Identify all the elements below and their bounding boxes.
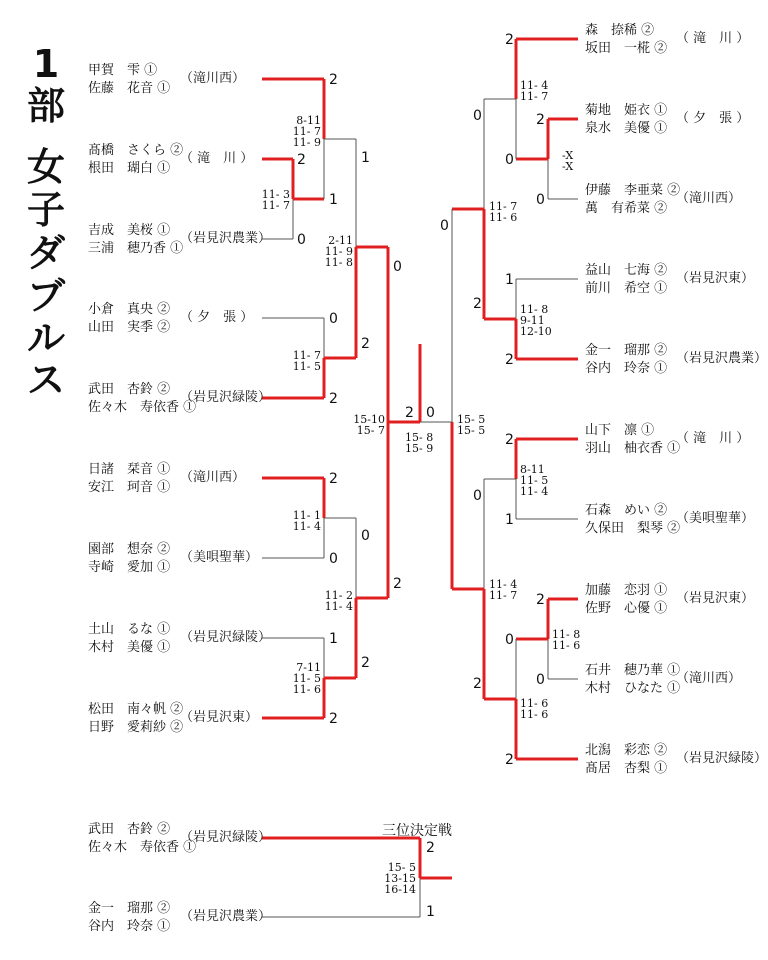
set-score: 16-14 bbox=[384, 883, 416, 896]
player-name: 益山 七海 ② bbox=[585, 263, 668, 278]
set-score: 11- 6 bbox=[292, 683, 321, 696]
set-score: 15- 7 bbox=[356, 424, 385, 437]
match-result: 0 bbox=[440, 218, 449, 234]
match-result: 1 bbox=[329, 192, 338, 208]
title-char: 子 bbox=[26, 188, 65, 232]
player-name: 前川 希空 ① bbox=[585, 281, 668, 296]
title-char: ス bbox=[26, 358, 65, 402]
set-score: -X bbox=[562, 149, 574, 162]
set-score: 15- 8 bbox=[405, 431, 434, 444]
player-name: 甲賀 雫 ① bbox=[88, 63, 158, 78]
set-score: 11- 7 bbox=[520, 90, 549, 103]
match-result: 2 bbox=[361, 655, 370, 671]
match-result: 0 bbox=[329, 311, 338, 327]
player-name: 伊藤 李亜菜 ② bbox=[585, 183, 681, 198]
player-name: 菊地 姫衣 ① bbox=[585, 103, 668, 118]
player-name: 根田 瑚白 ① bbox=[88, 161, 171, 176]
school-name: （岩見沢農業） bbox=[180, 231, 272, 246]
set-score: 11- 1 bbox=[292, 509, 321, 522]
match-result: 1 bbox=[505, 272, 514, 288]
player-name: 武田 杏鈴 ② bbox=[88, 382, 171, 397]
player-name: 羽山 柚衣香 ① bbox=[585, 441, 681, 456]
match-result: 2 bbox=[505, 352, 514, 368]
school-name: （滝川西） bbox=[180, 71, 246, 86]
set-score: 12-10 bbox=[520, 325, 552, 338]
set-score: 8-11 bbox=[296, 114, 321, 127]
match-result: 0 bbox=[536, 672, 545, 688]
match-result: 2 bbox=[505, 432, 514, 448]
player-name: 佐野 心優 ① bbox=[585, 601, 668, 616]
set-score: 11- 7 bbox=[489, 200, 518, 213]
set-score: 8-11 bbox=[520, 463, 545, 476]
player-name: 松田 南々帆 ② bbox=[88, 702, 184, 717]
match-result: 2 bbox=[297, 152, 306, 168]
set-score: 11- 8 bbox=[520, 303, 549, 316]
match-result: 0 bbox=[426, 405, 435, 421]
player-name: 髙居 杏梨 ① bbox=[585, 761, 668, 776]
player-name: 谷内 玲奈 ① bbox=[585, 361, 668, 376]
set-score: 11- 4 bbox=[489, 578, 518, 591]
set-score: 11- 6 bbox=[489, 211, 518, 224]
school-name: （ 夕 張 ） bbox=[180, 310, 254, 325]
school-name: （ 滝 川 ） bbox=[676, 431, 750, 446]
set-score: 15- 5 bbox=[457, 424, 486, 437]
set-score: 11- 7 bbox=[489, 589, 518, 602]
player-name: 石森 めい ② bbox=[585, 503, 668, 518]
school-name: （美唄聖華） bbox=[676, 511, 755, 526]
school-name: （岩見沢農業） bbox=[180, 909, 272, 924]
set-score: 11- 2 bbox=[324, 589, 353, 602]
set-score: 11- 5 bbox=[292, 360, 321, 373]
school-name: （岩見沢緑陵） bbox=[676, 751, 768, 766]
match-result: 2 bbox=[505, 752, 514, 768]
match-result: 2 bbox=[536, 592, 545, 608]
school-name: （岩見沢緑陵） bbox=[180, 830, 272, 845]
set-score: 11- 5 bbox=[292, 672, 321, 685]
player-name: 吉成 美桜 ① bbox=[88, 223, 171, 238]
set-score: 15- 5 bbox=[387, 861, 416, 874]
player-name: 森 捺稀 ② bbox=[585, 23, 655, 38]
player-name: 木村 ひなた ① bbox=[585, 681, 681, 696]
set-score: 11- 4 bbox=[324, 600, 353, 613]
set-score: 15- 5 bbox=[457, 413, 486, 426]
match-result: 0 bbox=[536, 192, 545, 208]
match-result: 2 bbox=[473, 296, 482, 312]
player-name: 山下 凛 ① bbox=[585, 423, 655, 438]
player-name: 谷内 玲奈 ① bbox=[88, 919, 171, 934]
school-name: （美唄聖華） bbox=[180, 550, 259, 565]
set-score: -X bbox=[562, 160, 574, 173]
player-name: 小倉 真央 ② bbox=[88, 302, 171, 317]
player-name: 園部 想奈 ② bbox=[88, 542, 171, 557]
school-name: （岩見沢東） bbox=[180, 710, 259, 725]
match-result: 0 bbox=[473, 108, 482, 124]
third-place-title: 三位決定戦 bbox=[382, 823, 452, 839]
match-result: 2 bbox=[361, 336, 370, 352]
school-name: （滝川西） bbox=[676, 671, 742, 686]
school-name: （岩見沢緑陵） bbox=[180, 630, 272, 645]
match-result: 2 bbox=[393, 576, 402, 592]
title-char: 女 bbox=[26, 145, 65, 189]
set-score: 11- 4 bbox=[292, 520, 321, 533]
set-score: 11- 8 bbox=[324, 256, 353, 269]
set-score: 11- 8 bbox=[552, 628, 581, 641]
set-score: 15- 9 bbox=[405, 442, 434, 455]
set-score: 11- 9 bbox=[324, 245, 353, 258]
match-result: 0 bbox=[393, 259, 402, 275]
match-result: 1 bbox=[361, 150, 370, 166]
set-score: 11- 6 bbox=[520, 697, 549, 710]
set-score: 7-11 bbox=[296, 661, 321, 674]
player-name: 佐々木 寿依香 ① bbox=[88, 840, 197, 855]
player-name: 寺崎 愛加 ① bbox=[88, 560, 171, 575]
title-char: ダ bbox=[26, 231, 65, 275]
school-name: （ 滝 川 ） bbox=[676, 31, 750, 46]
match-result: 2 bbox=[536, 112, 545, 128]
player-name: 金一 瑠那 ② bbox=[88, 901, 171, 916]
school-name: （ 滝 川 ） bbox=[180, 151, 254, 166]
match-result: 0 bbox=[361, 528, 370, 544]
player-name: 石井 穂乃華 ① bbox=[585, 663, 681, 678]
player-name: 金一 瑠那 ② bbox=[585, 343, 668, 358]
match-result: 0 bbox=[505, 632, 514, 648]
set-score: 11- 6 bbox=[552, 639, 581, 652]
set-score: 11- 6 bbox=[520, 708, 549, 721]
match-result: 2 bbox=[329, 72, 338, 88]
set-score: 11- 3 bbox=[261, 188, 290, 201]
player-name: 安江 珂音 ① bbox=[88, 480, 171, 495]
match-result: 1 bbox=[426, 904, 435, 920]
set-score: 13-15 bbox=[384, 872, 416, 885]
player-name: 山田 実季 ② bbox=[88, 320, 171, 335]
player-name: 久保田 梨琴 ② bbox=[585, 521, 681, 536]
school-name: （ 夕 張 ） bbox=[676, 111, 750, 126]
match-result: 2 bbox=[426, 840, 435, 856]
player-name: 坂田 一椛 ② bbox=[585, 41, 668, 56]
match-result: 0 bbox=[473, 488, 482, 504]
set-score: 11- 4 bbox=[520, 79, 549, 92]
title-char: 1 bbox=[32, 42, 60, 86]
player-name: 武田 杏鈴 ② bbox=[88, 822, 171, 837]
school-name: （滝川西） bbox=[180, 470, 246, 485]
match-result: 2 bbox=[505, 32, 514, 48]
set-score: 2-11 bbox=[328, 234, 353, 247]
player-name: 佐々木 寿依香 ① bbox=[88, 400, 197, 415]
player-name: 日野 愛莉紗 ② bbox=[88, 720, 184, 735]
set-score: 11- 7 bbox=[292, 125, 321, 138]
school-name: （岩見沢東） bbox=[676, 591, 755, 606]
match-result: 0 bbox=[329, 551, 338, 567]
title-char: 部 bbox=[26, 84, 65, 128]
set-score: 11- 5 bbox=[520, 474, 549, 487]
school-name: （滝川西） bbox=[676, 191, 742, 206]
match-result: 1 bbox=[329, 631, 338, 647]
set-score: 11- 7 bbox=[261, 199, 290, 212]
set-score: 11- 7 bbox=[292, 349, 321, 362]
match-result: 1 bbox=[505, 512, 514, 528]
set-score: 11- 4 bbox=[520, 485, 549, 498]
title-char: ブ bbox=[26, 274, 65, 318]
set-score: 11- 9 bbox=[292, 136, 321, 149]
match-result: 2 bbox=[473, 676, 482, 692]
school-name: （岩見沢緑陵） bbox=[180, 390, 272, 405]
player-name: 日諸 栞音 ① bbox=[88, 462, 171, 477]
school-name: （岩見沢農業） bbox=[676, 351, 768, 366]
player-name: 加藤 恋羽 ① bbox=[585, 583, 668, 598]
set-score: 9-11 bbox=[520, 314, 545, 327]
match-result: 2 bbox=[329, 471, 338, 487]
player-name: 佐藤 花音 ① bbox=[88, 81, 171, 96]
player-name: 木村 美優 ① bbox=[88, 640, 171, 655]
match-result: 2 bbox=[329, 711, 338, 727]
player-name: 北潟 彩恋 ② bbox=[585, 743, 668, 758]
player-name: 土山 るな ① bbox=[88, 622, 171, 637]
player-name: 三浦 穂乃香 ① bbox=[88, 241, 184, 256]
title-char: ル bbox=[26, 316, 65, 360]
match-result: 0 bbox=[505, 152, 514, 168]
player-name: 髙橋 さくら ② bbox=[88, 143, 184, 158]
set-score: 15-10 bbox=[353, 413, 385, 426]
player-name: 泉水 美優 ① bbox=[585, 121, 668, 136]
match-result: 2 bbox=[329, 391, 338, 407]
player-name: 萬 有希菜 ② bbox=[585, 201, 668, 216]
match-result: 0 bbox=[297, 232, 306, 248]
match-result: 2 bbox=[405, 405, 414, 421]
school-name: （岩見沢東） bbox=[676, 271, 755, 286]
